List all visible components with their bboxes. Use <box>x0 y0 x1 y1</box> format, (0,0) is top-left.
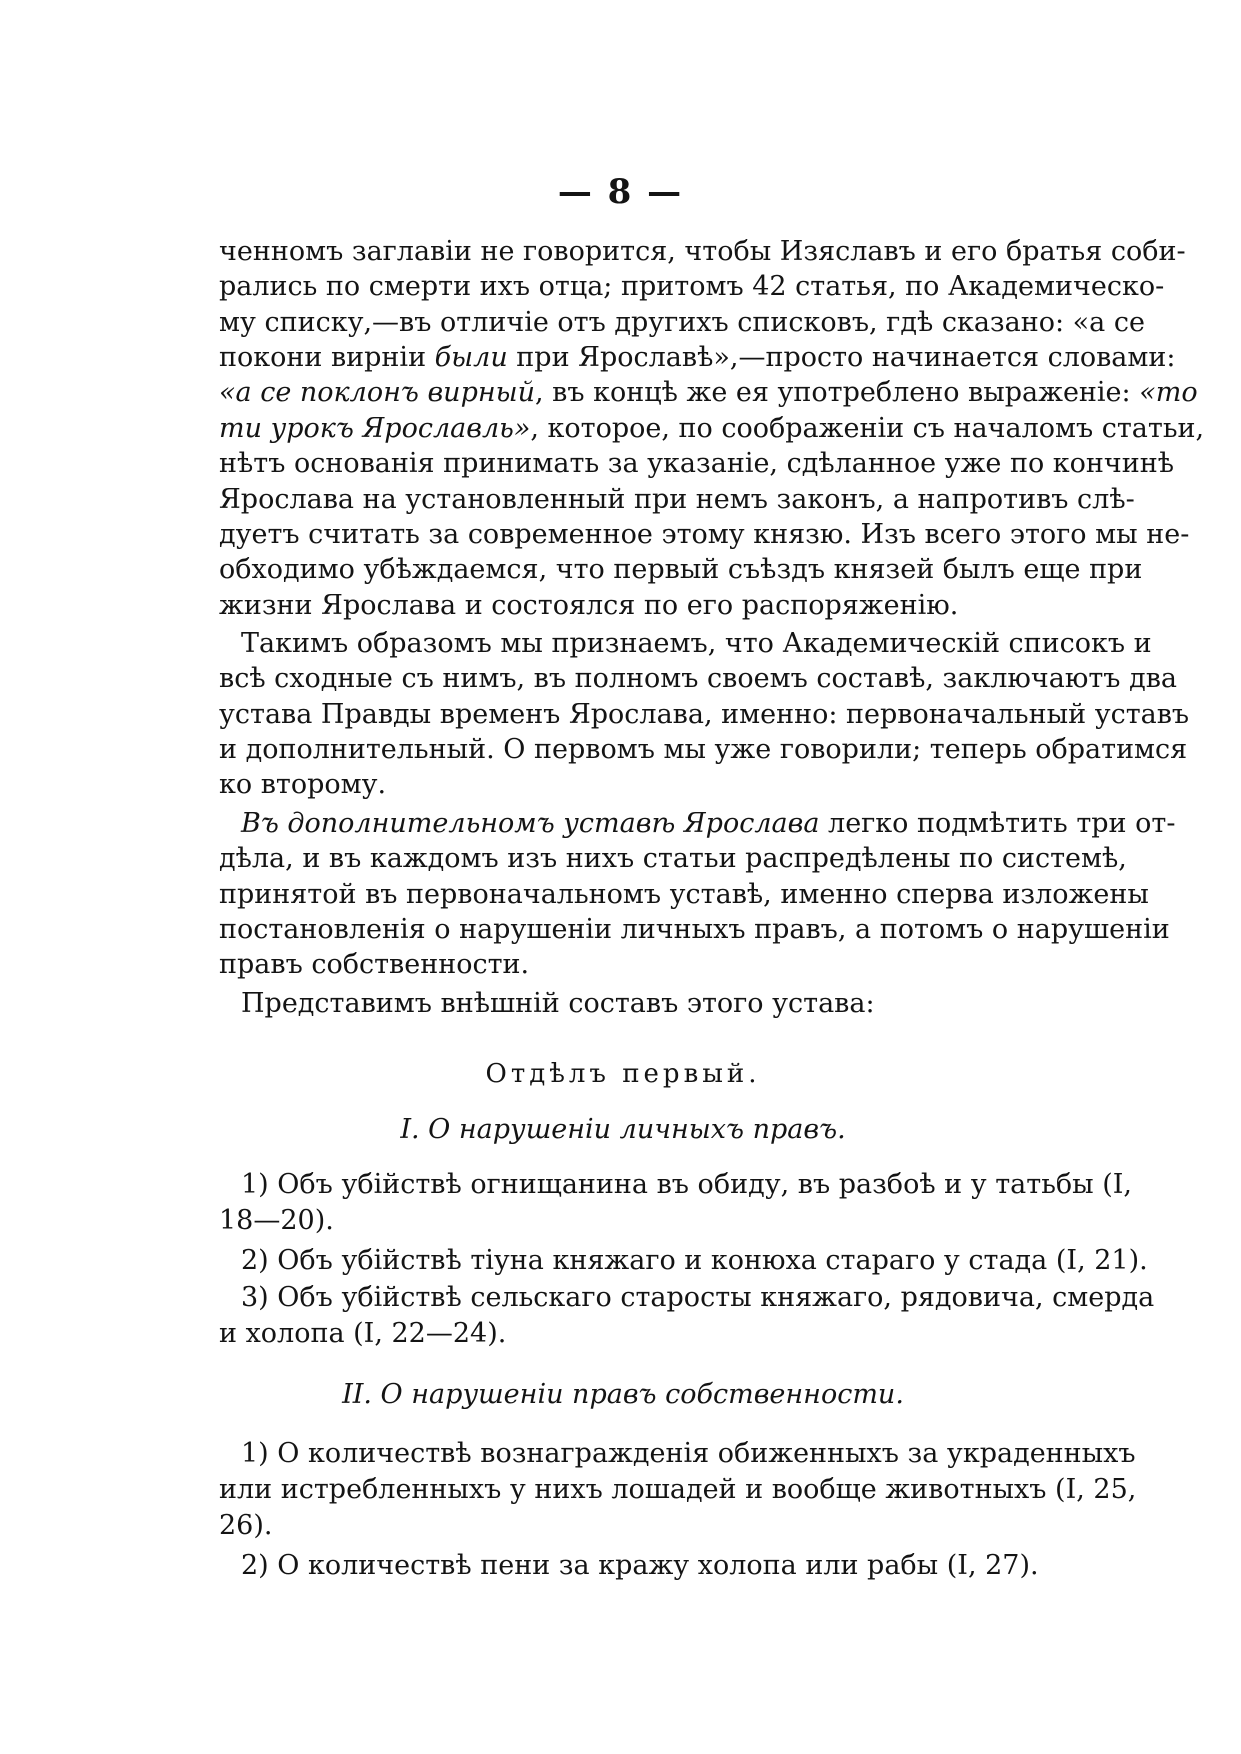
italic-run: «то <box>1139 377 1198 408</box>
list-item: или истребленныхъ у нихъ лошадей и вообще животныхъ (I, 25, <box>219 1474 1137 1505</box>
text-line: Ярослава на установленный при немъ законъ, а напротивъ слѣ- <box>219 484 1135 515</box>
text-line: Представимъ внѣшній составъ этого устава: <box>241 988 875 1019</box>
text-line <box>219 338 1176 378</box>
section-title: Отдѣлъ первый. <box>485 1059 761 1089</box>
text-line: дѣла, и въ каждомъ изъ нихъ статьи распредѣлены по системѣ, <box>219 843 1127 874</box>
text-run: , которое, по соображеніи съ началомъ статьи, <box>530 413 1205 444</box>
list-item: 1) Объ убійствѣ огнищанина въ обиду, въ разбоѣ и у татьбы (I, <box>241 1169 1133 1200</box>
text-line: постановленія о нарушеніи личныхъ правъ, а потомъ о нарушеніи <box>219 914 1170 945</box>
text-line: дуетъ считать за современное этому князю. Изъ всего этого мы не- <box>219 519 1190 550</box>
text-line <box>219 409 1205 449</box>
list-item: 2) Объ убійствѣ тіуна княжаго и конюха стараго у стада (I, 21). <box>241 1245 1148 1276</box>
list-item: и холопа (I, 22—24). <box>219 1318 507 1349</box>
text-run: легко подмѣтить три от- <box>819 808 1176 839</box>
text-run: покони вирніи <box>219 342 435 373</box>
text-line: ко второму. <box>219 769 387 800</box>
italic-run: ти урокъ Ярославль» <box>219 413 531 444</box>
text-line: принятой въ первоначальномъ уставѣ, именно сперва изложены <box>219 879 1149 910</box>
text-line: правъ собственности. <box>219 949 530 980</box>
text-line: Такимъ образомъ мы признаемъ, что Академическій списокъ и <box>241 628 1152 659</box>
italic-run: были <box>434 342 508 373</box>
list-item: 26). <box>219 1510 273 1541</box>
text-line: нѣтъ основанія принимать за указаніе, сдѣланное уже по кончинѣ <box>219 448 1175 479</box>
text-line <box>219 373 1198 413</box>
text-line: обходимо убѣждаемся, что первый съѣздъ князей былъ еще при <box>219 554 1143 585</box>
subsection-title: I. О нарушеніи личныхъ правъ. <box>400 1114 846 1145</box>
italic-run: «а се поклонъ вирный <box>219 377 536 408</box>
text-line: жизни Ярослава и состоялся по его распоряженію. <box>219 590 959 621</box>
text-run: , въ концѣ же ея употреблено выраженіе: <box>535 377 1140 408</box>
list-item: 18—20). <box>219 1205 334 1236</box>
text-line: и дополнительный. О первомъ мы уже говорили; теперь обратимся <box>219 734 1188 765</box>
text-line: устава Правды временъ Ярослава, именно: первоначальный уставъ <box>219 699 1190 730</box>
page-number: — 8 — <box>557 172 684 212</box>
list-item: 1) О количествѣ вознагражденія обиженныхъ за украденныхъ <box>241 1438 1136 1469</box>
list-item: 2) О количествѣ пени за кражу холопа или рабы (I, 27). <box>241 1550 1039 1581</box>
list-item: 3) Объ убійствѣ сельскаго старосты княжаго, рядовича, смерда <box>241 1282 1155 1313</box>
subsection-title: II. О нарушеніи правъ собственности. <box>342 1379 904 1410</box>
text-line <box>241 804 1176 844</box>
text-run: при Ярославѣ»,—просто начинается словами: <box>507 342 1176 373</box>
text-line: ченномъ заглавіи не говорится, чтобы Изяславъ и его братья соби- <box>219 236 1186 267</box>
italic-run: Въ дополнительномъ уставѣ Ярослава <box>241 808 820 839</box>
text-line: рались по смерти ихъ отца; притомъ 42 статья, по Академическо- <box>219 271 1165 302</box>
text-line: му списку,—въ отличіе отъ другихъ списковъ, гдѣ сказано: «а се <box>219 307 1145 338</box>
text-line: всѣ сходные съ нимъ, въ полномъ своемъ составѣ, заключаютъ два <box>219 663 1177 694</box>
